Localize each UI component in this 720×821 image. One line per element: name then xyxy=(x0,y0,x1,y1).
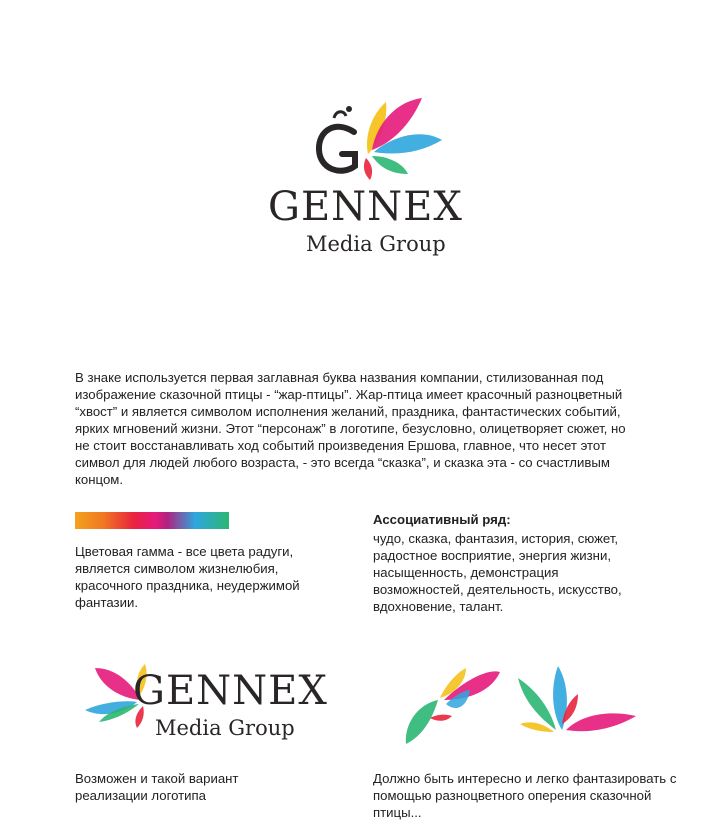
alt-logo-caption: Возможен и такой вариант реализации логотипа xyxy=(75,771,239,803)
main-logo xyxy=(262,92,482,262)
alt-logo-wordmark: GENNEX xyxy=(133,668,328,714)
alt-logo-subtitle: Media Group xyxy=(155,716,295,740)
rainbow-gradient-bar xyxy=(75,512,229,529)
logo-subtitle: Media Group xyxy=(306,232,446,256)
palette-description: Цветовая гамма - все цвета радуги, является символом жизнелюбия, красочного праздника, неудержимой фантазии. xyxy=(75,544,300,610)
associations-text: чудо, сказка, фантазия, история, сюжет, радостное восприятие, энергия жизни, насыщенность, демонстрация возможностей, деятельность, искусство, вдохновение, талант. xyxy=(373,531,622,614)
logo-description: В знаке используется первая заглавная буква названия компании, стилизованная под изображение сказочной птицы - “жар-птицы”. Жар-птица имеет красочный разноцветный “хвост” и является символом исполнения желаний, праздника, фантастических событий, ярких мгновений жизни. Этот “персонаж” в логотипе, безусловно, олицетворяет сюжет, но не стоит восстанавливать ход событий произведения Ершова, главное, что несет этот символ для людей любого возраста, - это всегда “сказка”, и сказка эта - со счастливым концом. xyxy=(75,370,626,487)
logo-wordmark: GENNEX xyxy=(268,184,463,230)
associations-heading: Ассоциативный ряд: xyxy=(373,512,511,527)
firebird-g-icon xyxy=(262,92,482,182)
bird-variant-2-icon xyxy=(512,658,652,738)
bird-variant-1-icon xyxy=(400,660,510,750)
bird-note-caption: Должно быть интересно и легко фантазировать с помощью разноцветного оперения сказочной птицы... xyxy=(373,771,677,820)
alt-logo xyxy=(75,660,335,750)
